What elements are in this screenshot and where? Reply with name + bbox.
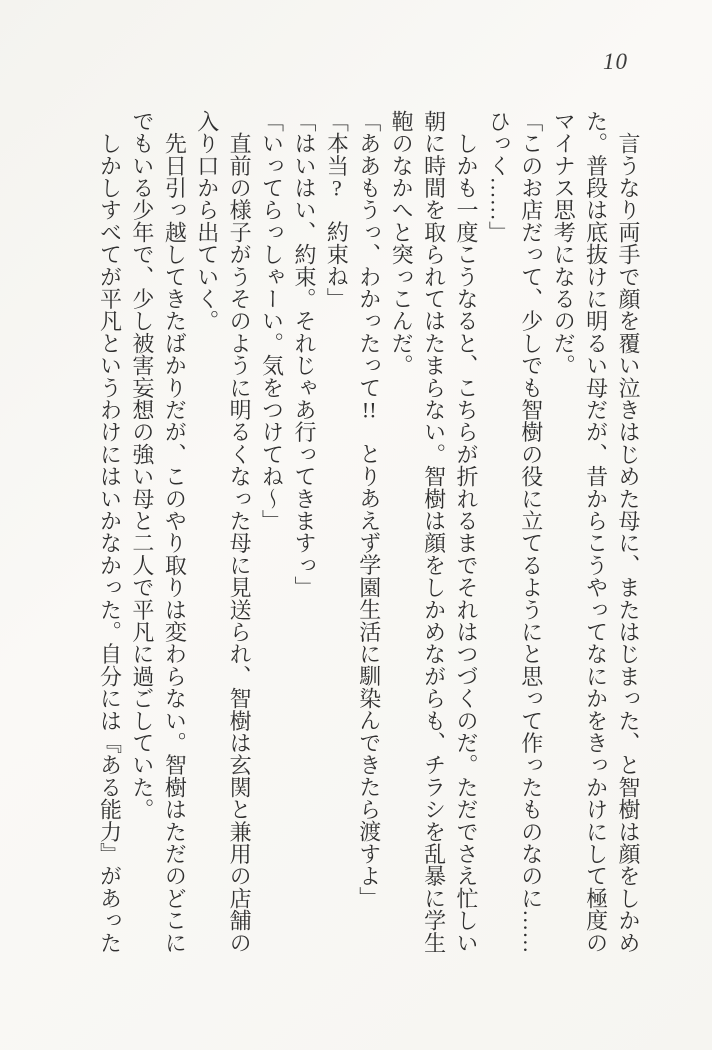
text-segment: 言うなり両手で顔を覆い泣きはじめた母に、またはじまった、と智樹は顔をしかめ xyxy=(616,110,641,954)
text-segment: とりあえず学園生活に馴染んできたら渡すよ」 xyxy=(356,420,382,910)
text-segment: しかも一度こうなると、こちらが折れるまでそれはつづくのだ。ただでさえ忙しい xyxy=(453,110,479,954)
text-line xyxy=(482,110,514,954)
text-segment: ひっく……」 xyxy=(486,110,512,244)
text-segment: でもいる少年で、少し被害妄想の強い母と二人で平凡に過ごしていた。 xyxy=(129,110,155,821)
text-segment: 約束ね」 xyxy=(324,198,350,310)
text-line xyxy=(126,110,158,954)
text-line xyxy=(255,110,287,954)
text-line xyxy=(385,110,417,954)
text-line xyxy=(514,110,546,954)
text-line xyxy=(158,110,190,954)
text-segment: しかしすべてが平凡というわけにはいかなかった。自分には『ある能力』があった xyxy=(97,110,123,954)
text-segment: マイナス思考になるのだ。 xyxy=(551,110,577,377)
text-line xyxy=(547,110,579,954)
text-line xyxy=(352,110,384,954)
text-segment: 朝に時間を取られてはたまらない。智樹は顔をしかめながらも、チラシを乱暴に学生 xyxy=(421,110,447,954)
tatechuyoko-segment: !! xyxy=(361,398,377,421)
text-line xyxy=(288,110,320,954)
text-line xyxy=(223,110,255,954)
text-segment: 直前の様子がうそのように明るくなった母に見送られ、智樹は玄関と兼用の店舗の xyxy=(227,110,253,954)
text-line xyxy=(417,110,449,954)
text-segment: 「はいはい、約束。それじゃあ行ってきますっ」 xyxy=(291,110,317,599)
text-segment: 鞄のなかへと突っこんだ。 xyxy=(389,110,415,377)
text-segment: 「このお店だって、少しでも智樹の役に立てるようにと思って作ったものなのに…… xyxy=(518,110,544,954)
text-line xyxy=(190,110,222,954)
text-segment: 「本当 xyxy=(324,110,350,177)
text-line xyxy=(579,110,611,954)
text-segment: 先日引っ越してきたばかりだが、このやり取りは変わらない。智樹はただのどこに xyxy=(162,110,188,954)
tatechuyoko-segment: ? xyxy=(331,176,342,199)
body-text xyxy=(93,110,644,954)
page-number: 10 xyxy=(603,49,628,74)
text-line xyxy=(93,110,125,954)
text-segment: た。普段は底抜けに明るい母だが、昔からこうやってなにかをきっかけにして極度の xyxy=(583,110,609,954)
text-line xyxy=(612,110,644,954)
text-line xyxy=(450,110,482,954)
text-segment: 「いってらっしゃーい。気をつけてね〜」 xyxy=(259,110,285,532)
text-line xyxy=(320,110,352,954)
text-segment: 「ああもうっ、わかったって xyxy=(356,110,382,399)
text-segment: 入り口から出ていく。 xyxy=(194,110,220,332)
